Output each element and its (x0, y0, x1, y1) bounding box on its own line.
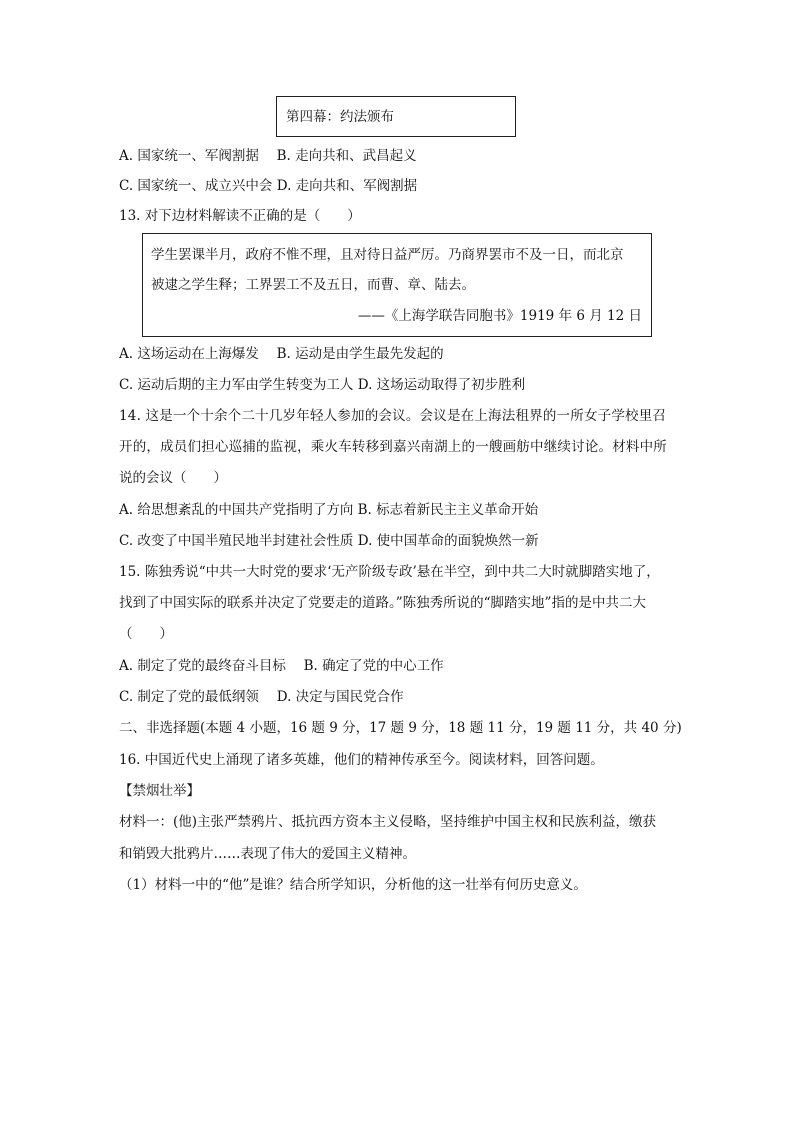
act-title-text: 第四幕：约法颁布 (286, 109, 394, 125)
q15-stem-line-1: 15. 陈独秀说“中共一大时党的要求‘无产阶级专政’悬在半空，到中共二大时就脚踏实地了， (119, 564, 660, 580)
q16-stem: 16. 中国近代史上涌现了诸多英雄，他们的精神传承至今。阅读材料，回答问题。 (119, 752, 604, 768)
q13-material-box (142, 233, 652, 337)
section-2-heading: 二、非选择题(本题 4 小题，16 题 9 分，17 题 9 分，18 题 11 分，19 题 11 分，共 40 分) (119, 720, 682, 736)
q13-stem: 13. 对下边材料解读不正确的是（ ） (119, 208, 361, 224)
act-title-box (276, 96, 516, 137)
q14-stem-line-3: 说的会议（ ） (119, 470, 227, 486)
q16-subheading: 【禁烟壮举】 (119, 783, 200, 799)
q14-stem-line-2: 开的，成员们担心巡捕的监视，乘火车转移到嘉兴南湖上的一艘画舫中继续讨论。材料中所 (119, 439, 667, 455)
q14-stem-line-1: 14. 这是一个十余个二十几岁年轻人参加的会议。会议是在上海法租界的一所女子学校里召 (119, 408, 667, 424)
q13-material-line-2: 被逮之学生释；工界罢工不及五日，而曹、章、陆去。 (151, 277, 475, 293)
q15-stem-line-2: 找到了中国实际的联系并决定了党要走的道路。”陈独秀所说的“脚踏实地”指的是中共二大 (119, 595, 646, 611)
q14-options-line-2: C. 改变了中国半殖民地半封建社会性质 D. 使中国革命的面貌焕然一新 (119, 533, 539, 549)
q13-material-line-1: 学生罢课半月，政府不惟不理，且对待日益严厉。乃商界罢市不及一日，而北京 (151, 247, 624, 263)
q13-material-source: ——《上海学联告同胞书》1919 年 6 月 12 日 (357, 308, 642, 324)
q12-options-line-1: A. 国家统一、军阀割据 B. 走向共和、武昌起义 (119, 148, 417, 164)
q15-stem-line-3: （ ） (119, 626, 173, 642)
q16-question-1: （1）材料一中的“他”是谁？结合所学知识，分析他的这一壮举有何历史意义。 (119, 877, 587, 893)
q13-options-line-2: C. 运动后期的主力军由学生转变为工人 D. 这场运动取得了初步胜利 (119, 377, 526, 393)
q13-options-line-1: A. 这场运动在上海爆发 B. 运动是由学生最先发起的 (119, 346, 444, 362)
q15-options-line-1: A. 制定了党的最终奋斗目标 B. 确定了党的中心工作 (119, 658, 444, 674)
q16-material-line-1: 材料一：(他)主张严禁鸦片、抵抗西方资本主义侵略，坚持维护中国主权和民族利益，缴获 (119, 814, 657, 830)
q14-options-line-1: A. 给思想紊乱的中国共产党指明了方向 B. 标志着新民主主义革命开始 (119, 502, 539, 518)
q12-options-line-2: C. 国家统一、成立兴中会 D. 走向共和、军阀割据 (119, 178, 418, 194)
q15-options-line-2: C. 制定了党的最低纲领 D. 决定与国民党合作 (119, 689, 404, 705)
q16-material-line-2: 和销毁大批鸦片……表现了伟大的爱国主义精神。 (119, 846, 416, 862)
